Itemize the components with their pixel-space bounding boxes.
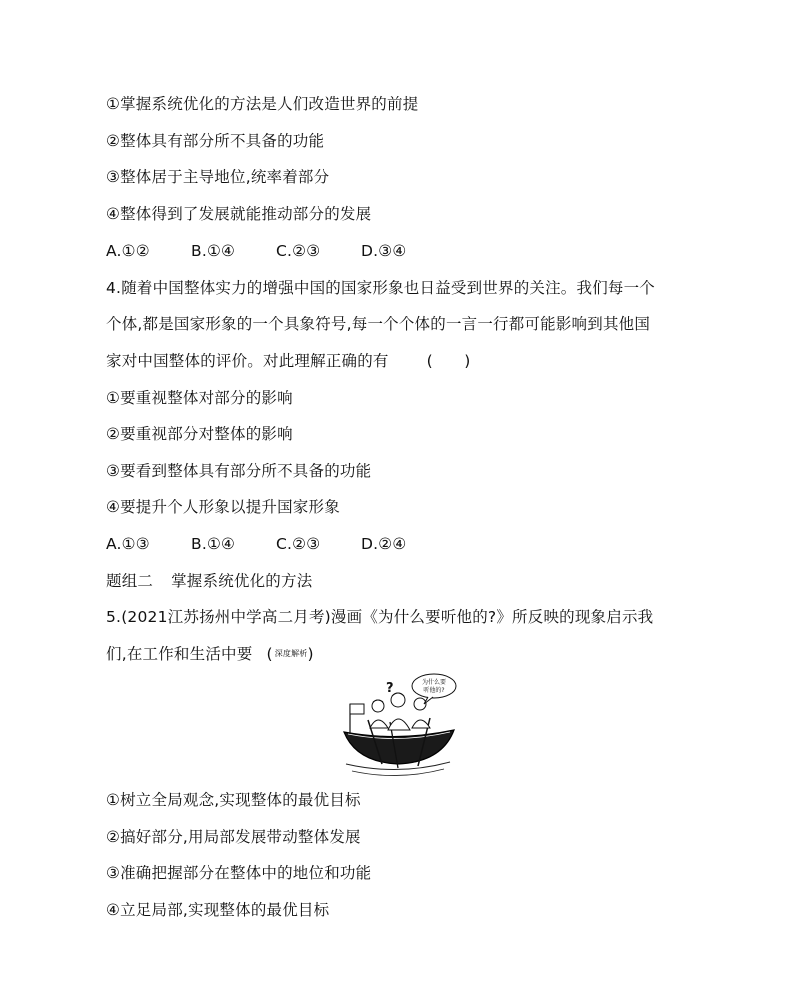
q4-choice-c[interactable]: C.②③ bbox=[276, 535, 321, 553]
q4-choice-d[interactable]: D.②④ bbox=[361, 535, 407, 553]
section-heading bbox=[106, 571, 706, 591]
q3-choices bbox=[106, 241, 706, 261]
q5-answer-paren[interactable]: ( 深度解析) bbox=[266, 645, 314, 663]
q4-option-3: ③要看到整体具有部分所不具备的功能 bbox=[106, 462, 372, 480]
q5-stem-text: 们,在工作和生活中要 bbox=[106, 645, 253, 663]
q4-choices bbox=[106, 534, 706, 554]
q5-analysis-tag: 深度解析 bbox=[274, 649, 308, 658]
q3-choice-d[interactable]: D.③④ bbox=[361, 242, 407, 260]
q4-option-2: ②要重视部分对整体的影响 bbox=[106, 425, 293, 443]
q3-option-2: ②整体具有部分所不具备的功能 bbox=[106, 132, 325, 150]
flag bbox=[350, 704, 364, 714]
q5-cartoon bbox=[338, 672, 458, 780]
bubble-line-1: 为什么要 bbox=[421, 679, 447, 686]
section-label: 题组二 bbox=[106, 572, 154, 590]
q4-choice-a[interactable]: A.①③ bbox=[106, 535, 150, 553]
q3-option-1: ①掌握系统优化的方法是人们改造世界的前提 bbox=[106, 95, 419, 113]
q4-answer-paren[interactable]: ( ) bbox=[426, 352, 471, 370]
q5-option-1: ①树立全局观念,实现整体的最优目标 bbox=[106, 791, 361, 809]
q4-option-1: ①要重视整体对部分的影响 bbox=[106, 389, 293, 407]
bubble-line-2: 听他的? bbox=[423, 687, 445, 694]
q3-option-4: ④整体得到了发展就能推动部分的发展 bbox=[106, 205, 372, 223]
q5-option-3: ③准确把握部分在整体中的地位和功能 bbox=[106, 864, 372, 882]
q5-option-2: ②搞好部分,用局部发展带动整体发展 bbox=[106, 828, 361, 846]
q4-stem-line-2: 个体,都是国家形象的一个具象符号,每一个个体的一言一行都可能影响到其他国 bbox=[106, 315, 651, 333]
speech-bubble bbox=[412, 674, 456, 698]
section-title: 掌握系统优化的方法 bbox=[171, 572, 313, 590]
q3-choice-a[interactable]: A.①② bbox=[106, 242, 150, 260]
q3-choice-b[interactable]: B.①④ bbox=[191, 242, 236, 260]
q4-stem-line-1: 4.随着中国整体实力的增强中国的国家形象也日益受到世界的关注。我们每一个 bbox=[106, 279, 655, 297]
q3-choice-c[interactable]: C.②③ bbox=[276, 242, 321, 260]
q5-stem-line-1: 5.(2021江苏扬州中学高二月考)漫画《为什么要听他的?》所反映的现象启示我 bbox=[106, 608, 654, 626]
rowers bbox=[370, 693, 430, 730]
q4-stem-line-3 bbox=[106, 351, 706, 371]
q3-option-3: ③整体居于主导地位,统率着部分 bbox=[106, 168, 330, 186]
q5-option-4: ④立足局部,实现整体的最优目标 bbox=[106, 901, 330, 919]
q4-choice-b[interactable]: B.①④ bbox=[191, 535, 236, 553]
q4-stem-text: 家对中国整体的评价。对此理解正确的有 bbox=[106, 352, 389, 370]
boat-hull bbox=[344, 730, 454, 764]
q4-option-4: ④要提升个人形象以提升国家形象 bbox=[106, 498, 340, 516]
q5-stem-line-2 bbox=[106, 644, 706, 664]
question-mark: ? bbox=[386, 681, 394, 696]
